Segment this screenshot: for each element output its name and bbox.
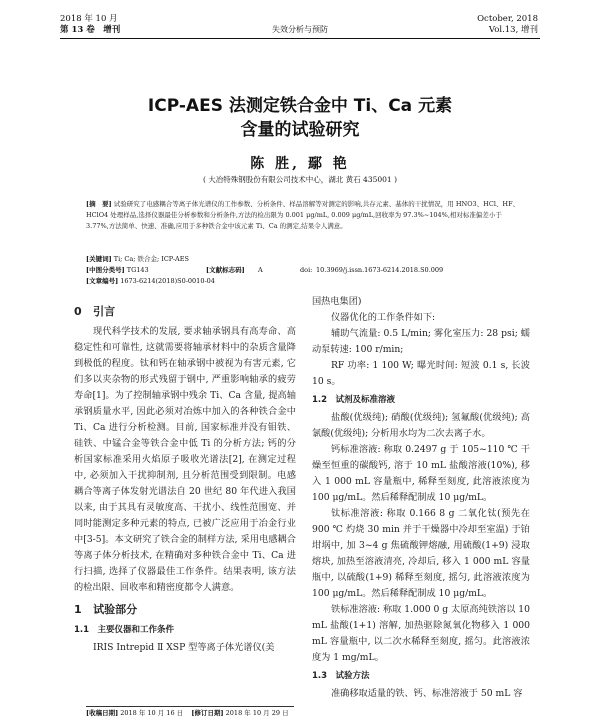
instrument-paragraph: IRIS Intrepid Ⅱ XSP 型等离子体光谱仪(美 — [93, 642, 275, 653]
header-volume-en: Vol.13, 增刊 — [488, 25, 538, 35]
reagents-paragraph: 盐酸(优级纯); 硝酸(优级纯); 氢氟酸(优级纯); 高氯酸(优级纯); 分析用水均为二次去离子水。 — [312, 412, 530, 439]
section-0-title: 引言 — [93, 305, 116, 318]
intro-paragraph: 现代科学技术的发展, 要求轴承钢具有高寿命、高稳定性和可靠性, 这就需要将轴承材料中的杂质含量降到极低的程度。钛和钙在轴承钢中被视为有害元素, 它们多以夹杂物的形式残留于钢中, 严重影响轴承的疲劳寿命[1]。为了控制轴承钢中残余 Ti、Ca 含量, 提高轴承钢质量水平, 因此必须对冶炼中加入的各种铁合金中 Ti、Ca 进行分析检测。目前, 国家标准并没有钼铁、硅铁、中锰合金等铁合金中低 Ti 的分析方法; 钙的分析国家标准采用火焰原子吸收光谱法[2], 在测定过程中, 必须加入干扰抑制剂, 且分析范围受到限制。电感耦合等离子体发射光谱法自 20 世纪 80 年代进入我国以来, 由于其具有灵敏度高、干扰小、线性范围宽、并同时能测定多种元素的特点, 已被广泛应用于冶金行业中[3-5]。本文研究了铁合金的制样方法, 采用电感耦合等离子体分析技术, 在精确对多种铁合金中 Ti、Ca 进行扫描, 选择了仪器最佳工作条件。结果表明, 该方法的检出限、回收率和精密度都令人满意。 — [74, 326, 296, 593]
keywords — [86, 254, 189, 264]
section-0-heading — [74, 304, 296, 320]
method-paragraph: 准确移取适量的铁、钙、标准溶液于 50 mL 容 — [331, 688, 523, 699]
ca-standard-paragraph: 钙标准溶液: 称取 0.2497 g 于 105~110 ℃ 干燥至恒重的碳酸钙, 溶于 10 mL 盐酸溶液(10%), 移入 1 000 mL 容量瓶中, 稀释至刻度, 此溶液浓度为 100 μg/mL。然后稀释配制成 10 μg/mL。 — [312, 444, 530, 503]
revised-label: [修订日期] — [191, 709, 224, 717]
clc-value: TG143 — [126, 266, 149, 274]
header-date: 2018 年 10 月 — [60, 14, 118, 24]
right-column — [312, 294, 530, 702]
keywords-label: [关键词] — [86, 255, 112, 263]
footnote-rule — [86, 706, 294, 707]
ti-standard-paragraph: 钛标准溶液: 称取 0.166 8 g 二氧化钛(预先在 900 ℃ 灼烧 30 min 并于干燥器中冷却至室温) 于铂坩埚中, 加 3~4 g 焦硫酸钾熔融, 用硫酸(1+9) 浸取熔块, 加热至溶液清亮, 冷却后, 移入 1 000 mL 容量瓶中, 以硫酸(1+9) 稀释至刻度, 摇匀, 此溶液浓度为 100 μg/mL。然后稀释配制成 10 μg/mL。 — [312, 508, 530, 599]
section-1-title: 试验部分 — [93, 603, 138, 616]
title-line-2: 含量的试验研究 — [240, 120, 360, 140]
title-line-1: ICP-AES 法测定铁合金中 Ti、Ca 元素 — [147, 96, 453, 116]
subsection-1-3: 1.3 试验方法 — [312, 671, 370, 681]
journal-name: 失效分析与预防 — [272, 25, 328, 34]
article-label: [文章编号] — [86, 277, 119, 285]
conditions-gas: 辅助气流量: 0.5 L/min; 雾化室压力: 28 psi; 蠕动泵转速: 100 r/min; — [312, 328, 530, 355]
conditions-intro: 仪器优化的工作条件如下: — [331, 312, 436, 323]
abstract-text: 试验研究了电感耦合等离子体光谱仪的工作参数、分析条件、样品溶解等对测定的影响,共存元素、基体的干扰情况，用 HNO3、HCl、HF、HClO4 处理样品,选择仪器最佳分析参数和分析条件,方法的检出限为 0.001 μg/mL, 0.009 μg/mL,回收率为 97.3%~104%,相对标准偏差小于 3.77%,方法简单、快速、准确,应用于多种铁合金中该元素 Ti、Ca 的测定,结果令人满意。 — [86, 200, 520, 230]
doi-value: 10.3969/j.issn.1673-6214.2018.S0.009 — [316, 266, 444, 274]
subsection-1-1: 1.1 主要仪器和工作条件 — [74, 625, 175, 635]
keywords-text: Ti; Ca; 铁合金; ICP-AES — [113, 255, 189, 263]
received-label: [收稿日期] — [86, 709, 119, 717]
header-volume: 第 13 卷 增刊 — [60, 25, 121, 35]
doccode-label: [文献标志码] — [206, 266, 245, 274]
header-date-en: October, 2018 — [477, 14, 538, 24]
received-date: 2018 年 10 月 16 日 — [120, 709, 184, 717]
subsection-1-2: 1.2 试剂及标准溶液 — [312, 395, 396, 405]
clc-label: [中图分类号] — [86, 266, 125, 274]
section-0-number: 0 — [74, 305, 82, 318]
dates-footnote — [86, 708, 289, 717]
authors: 陈 胜, 鄢 艳 — [250, 156, 350, 172]
doccode-value: A — [258, 266, 263, 274]
section-1-heading — [74, 602, 296, 618]
article-value: 1673-6214(2018)S0-0010-04 — [120, 277, 215, 285]
doi-label: doi: — [300, 266, 313, 274]
fe-standard-paragraph: 铁标准溶液: 称取 1.000 0 g 太原高纯铁溶以 10 mL 盐酸(1+1) 溶解, 加热驱除氮氧化物移入 1 000 mL 容量瓶中, 以二次水稀释至刻度, 摇匀。此溶液浓度为 1 mg/mL。 — [312, 604, 530, 663]
journal-date-volume-en — [477, 14, 538, 36]
header-rule — [60, 38, 540, 39]
section-1-number: 1 — [74, 603, 82, 616]
left-column — [74, 302, 296, 656]
paper-title — [0, 94, 600, 142]
abstract-label: [摘 要] — [86, 200, 112, 208]
instrument-maker: 国热电集团) — [312, 296, 362, 307]
conditions-rf: RF 功率: 1 100 W; 曝光时间: 短波 0.1 s, 长波 10 s。 — [312, 360, 530, 387]
article-number — [86, 276, 215, 286]
classification-row — [86, 265, 524, 275]
revised-date: 2018 年 10 月 29 日 — [225, 709, 289, 717]
affiliation: ( 大冶特殊钢股份有限公司技术中心，湖北 黄石 435001 ) — [202, 175, 398, 184]
abstract — [86, 199, 524, 232]
